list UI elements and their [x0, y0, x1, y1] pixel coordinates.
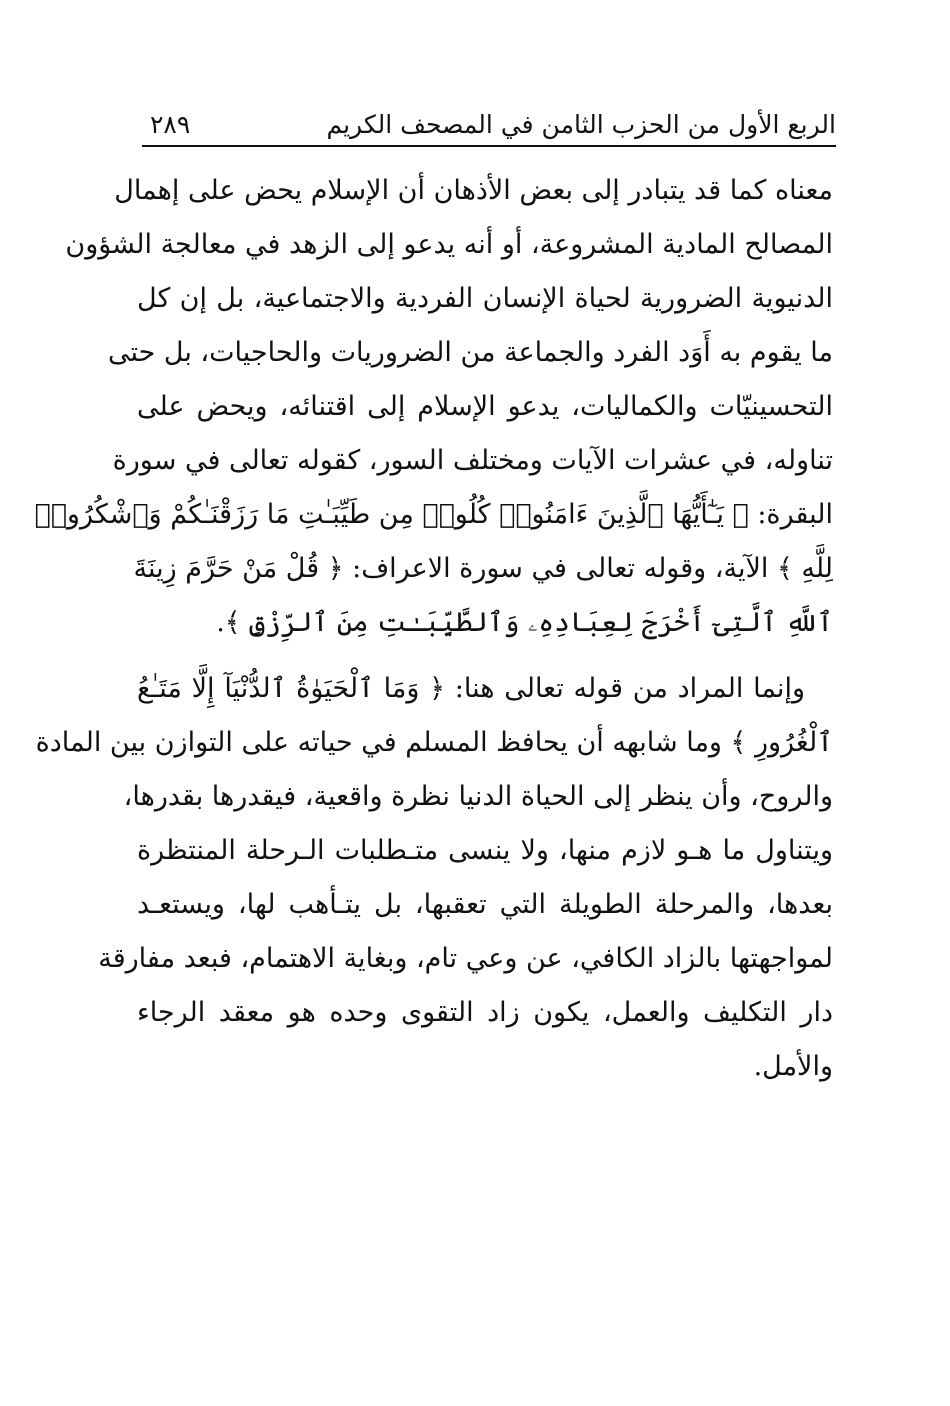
paragraph-1	[34, 164, 833, 650]
quran-verse-line: ٱللَّهِ ٱلَّتِىٓ أَخْرَجَ لِعِبَادِهِۦ وَٱلطَّيِّبَـٰتِ مِنَ ٱلرِّزْقِ ﴾.	[216, 607, 833, 638]
text-line: دار التكليف والعمل، يكون زاد التقوى وحده هو معقد الرجاء	[137, 997, 833, 1028]
paragraph-gap	[137, 650, 833, 662]
text-line: لمواجهتها بالزاد الكافي، عن وعي تام، وبغاية الاهتمام، فبعد مفارقة	[98, 943, 833, 974]
paragraph-2	[35, 662, 833, 1094]
quran-verse-line: لِلَّهِ ﴾ الآية، وقوله تعالى في سورة الاعراف: ﴿ قُلْ مَنْ حَرَّمَ زِينَةَ	[133, 553, 833, 584]
body-text	[34, 164, 833, 1094]
running-title: الربع الأول من الحزب الثامن في المصحف الكريم	[326, 110, 836, 139]
text-line: ما يقوم به أَوَد الفرد والجماعة من الضروريات والحاجيات، بل حتى	[107, 337, 833, 368]
text-line: تناوله، في عشرات الآيات ومختلف السور، كقوله تعالى في سورة	[112, 445, 833, 476]
quran-verse-line: البقرة: ﴿ يَـٰٓأَيُّهَا ٱلَّذِينَ ءَامَنُوا۟ كُلُوا۟ مِن طَيِّبَـٰتِ مَا رَزَقْنَـٰكُمْ وَٱشْكُرُوا۟	[34, 499, 833, 530]
text-line: والروح، وأن ينظر إلى الحياة الدنيا نظرة واقعية، فيقدرها بقدرها،	[123, 781, 833, 812]
text-line: ويتناول ما هـو لازم منها، ولا ينسى متـطلبات الـرحلة المنتظرة	[137, 835, 833, 866]
text-line: بعدها، والمرحلة الطويلة التي تعقبها، بل يتـأهب لها، ويستعـد	[137, 889, 833, 920]
page-number: ٢٨٩	[150, 110, 191, 139]
quran-verse-line: وإنما المراد من قوله تعالى هنا: ﴿ وَمَا ٱلْحَيَوٰةُ ٱلدُّنْيَآ إِلَّا مَتَـٰعُ	[137, 673, 805, 704]
text-line: التحسينيّات والكماليات، يدعو الإسلام إلى اقتنائه، ويحض على	[137, 391, 833, 422]
header-rule	[142, 145, 836, 147]
text-line: ٱلْغُرُورِ ﴾ وما شابهه أن يحافظ المسلم في حياته على التوازن بين المادة	[35, 727, 833, 758]
text-line: والأمل.	[753, 1051, 833, 1082]
page-header	[142, 108, 836, 144]
text-line: المصالح المادية المشروعة، أو أنه يدعو إلى الزهد في معالجة الشؤون	[65, 229, 833, 260]
text-line: معناه كما قد يتبادر إلى بعض الأذهان أن الإسلام يحض على إهمال	[114, 175, 833, 206]
text-line: الدنيوية الضرورية لحياة الإنسان الفردية والاجتماعية، بل إن كل	[137, 283, 833, 314]
